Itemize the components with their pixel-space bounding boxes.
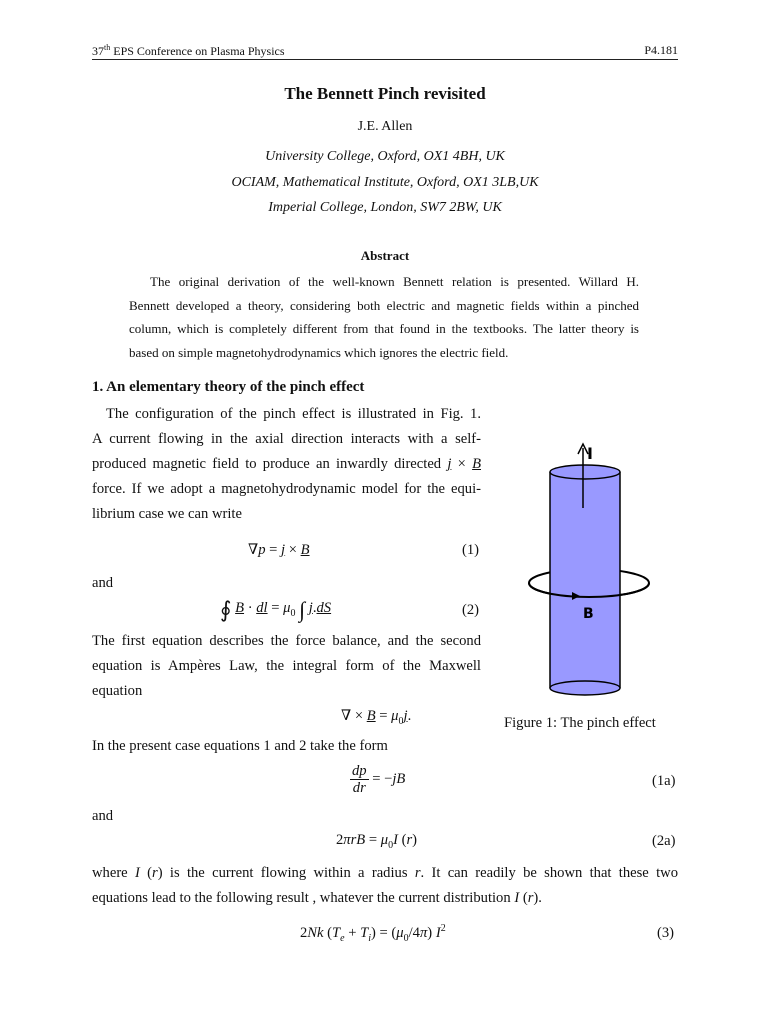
affiliation-2: OCIAM, Mathematical Institute, Oxford, OX1 3LB,UK [231, 175, 539, 190]
equation-1: ∇p = j × B [248, 542, 310, 558]
pinch-effect-figure [520, 440, 660, 700]
text-line: force. If we adopt a magnetohydrodynamic model for the equi- [92, 481, 481, 497]
conference-number: 37 [92, 44, 104, 58]
fraction-dp-dr: $\frac{dp}{dr}$ [352, 763, 367, 796]
equation-number-2a: (2a) [652, 833, 676, 849]
paragraph-1 [92, 402, 481, 527]
text-line: equations lead to the following result , whatever the current distribution I (r). [92, 890, 542, 906]
paragraph-4 [92, 861, 678, 911]
abstract-line: Bennett developed a theory, considering both electric and magnetic fields within a pinched [129, 297, 639, 313]
text-fragment: equations lead to the following result , whatever the current distribution [92, 890, 515, 906]
equation-1a: $\frac{dp}{dr}$ = −jB [352, 763, 406, 796]
equation-number-2: (2) [462, 602, 480, 618]
abstract-line: based on simple magnetohydrodynamics which ignores the electric field. [129, 344, 509, 360]
text-fragment: . [538, 890, 542, 906]
equation-2: ∮ B · dl = $\mu_0$ ∫ j.dS [220, 597, 332, 622]
paragraph-2 [92, 629, 481, 704]
running-header-conference [92, 43, 285, 59]
text-line: The first equation describes the force balance, and the second [92, 633, 481, 649]
conference-name: EPS Conference on Plasma Physics [110, 44, 285, 58]
current-label: I [587, 444, 593, 463]
field-label: B [583, 606, 594, 622]
abstract-line: The original derivation of the well-known Bennett relation is presented. Willard H. [150, 274, 639, 289]
text-line: librium case we can write [92, 506, 242, 522]
equation-number-1a: (1a) [652, 773, 676, 789]
paper-title: The Bennett Pinch revisited [284, 84, 486, 103]
abstract-body [129, 270, 639, 364]
header-rule [92, 59, 678, 60]
section-heading: 1. An elementary theory of the pinch effect [92, 379, 365, 395]
author-name: J.E. Allen [357, 119, 413, 134]
maxwell-equation: ∇ × $B = \mu_0j$. [341, 708, 412, 727]
text-line: A current flowing in the axial direction interacts with a self- [92, 431, 481, 447]
connector-text: and [92, 575, 114, 591]
text-fragment: produced magnetic field to produce an inwardly directed [92, 456, 442, 472]
paper-id: P4.181 [644, 43, 678, 57]
affiliation-1: University College, Oxford, OX1 4BH, UK [265, 149, 505, 164]
abstract-line: column, which is completely different from that found in the textbooks. The latter theory is [129, 321, 639, 336]
text-fragment: . It can readily be shown that these two [420, 865, 678, 881]
conference-ordinal: th [104, 43, 111, 52]
column-bottom [550, 681, 620, 695]
text-line: equation is Ampères Law, the integral form of the Maxwell [92, 658, 481, 674]
equation-number-1: (1) [462, 542, 480, 558]
connector-text: and [92, 808, 114, 824]
abstract-heading: Abstract [360, 248, 410, 263]
column-top [550, 465, 620, 479]
affiliation-3: Imperial College, London, SW7 2BW, UK [268, 200, 502, 215]
figure-caption: Figure 1: The pinch effect [504, 715, 656, 731]
text-line: produced magnetic field to produce an inwardly directed j × B [92, 456, 481, 472]
plasma-column [550, 472, 620, 688]
equation-3: 2Nk $(T_e + T_i) = (\mu_0/4\pi)$ $I^2$ [300, 923, 446, 944]
text-fragment: where [92, 865, 135, 881]
text-line: where I (r) is the current flowing within a radius r. It can readily be shown that these two [92, 865, 678, 881]
paragraph-3: In the present case equations 1 and 2 take the form [92, 738, 388, 754]
text-fragment: is the current flowing within a radius [162, 865, 415, 881]
equation-2a: $2\pi rB = \mu_0I$ (r) [336, 832, 418, 851]
text-line: The configuration of the pinch effect is illustrated in Fig. 1. [106, 406, 481, 422]
equation-number-3: (3) [657, 925, 675, 941]
text-line: equation [92, 683, 143, 699]
